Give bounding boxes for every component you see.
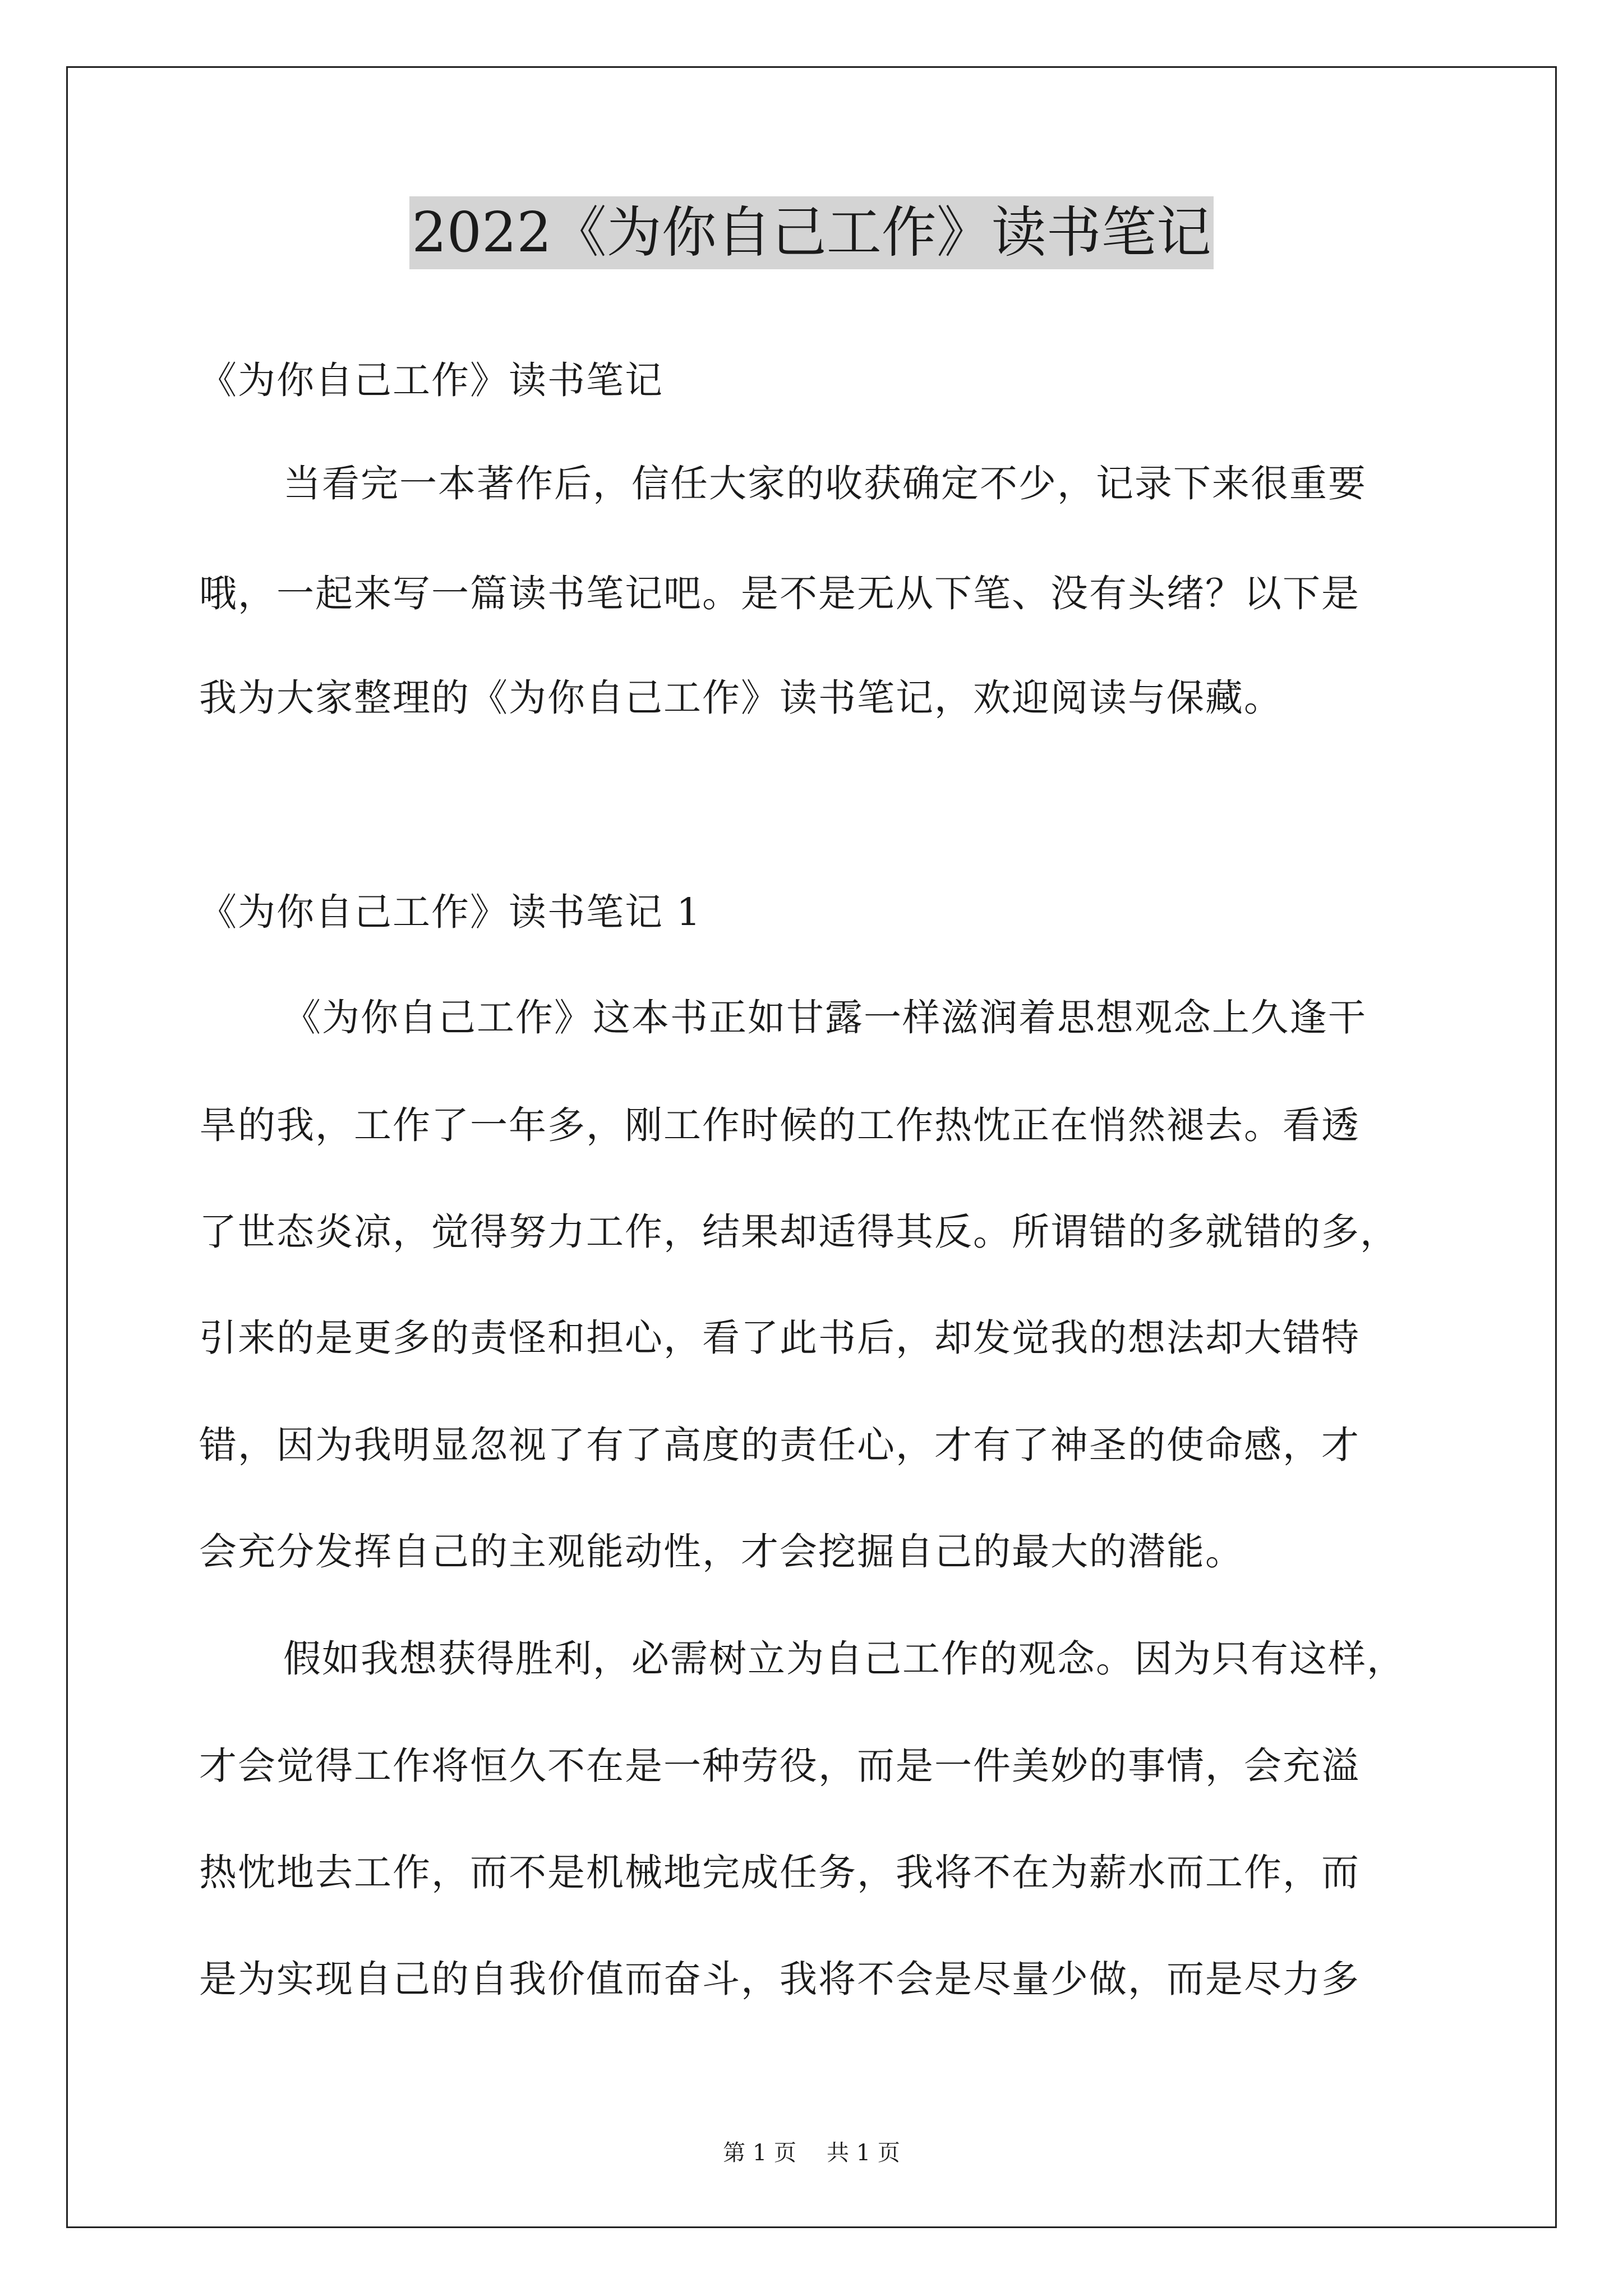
intro-line: 当看完一本著作后，信任大家的收获确定不少，记录下来很重要 — [283, 462, 1367, 505]
document-title-text: 2022《为你自己工作》读书笔记 — [409, 196, 1213, 269]
page-total: 共 1 页 — [827, 2140, 900, 2166]
document-subtitle: 《为你自己工作》读书笔记 — [199, 358, 663, 402]
paragraph-line: 是为实现自己的自我价值而奋斗，我将不会是尽量少做，而是尽力多 — [199, 1957, 1360, 2001]
intro-line: 哦，一起来写一篇读书笔记吧。是不是无从下笔、没有头绪？以下是 — [199, 572, 1360, 615]
intro-line: 我为大家整理的《为你自己工作》读书笔记，欢迎阅读与保藏。 — [199, 676, 1283, 720]
page-footer — [0, 2136, 1623, 2170]
paragraph-line: 热忱地去工作，而不是机械地完成任务，我将不在为薪水而工作，而 — [199, 1851, 1360, 1894]
paragraph-line: 引来的是更多的责怪和担心，看了此书后，却发觉我的想法却大错特 — [199, 1316, 1360, 1360]
document-title — [0, 194, 1623, 272]
paragraph-line: 假如我想获得胜利，必需树立为自己工作的观念。因为只有这样， — [283, 1637, 1405, 1681]
paragraph-line: 《为你自己工作》这本书正如甘露一样滋润着思想观念上久逢干 — [283, 996, 1367, 1039]
paragraph-line: 会充分发挥自己的主观能动性，才会挖掘自己的最大的潜能。 — [199, 1530, 1244, 1573]
section-heading: 《为你自己工作》读书笔记 1 — [199, 890, 702, 934]
paragraph-line: 旱的我，工作了一年多，刚工作时候的工作热忱正在悄然褪去。看透 — [199, 1103, 1360, 1147]
paragraph-line: 才会觉得工作将恒久不在是一种劳役，而是一件美妙的事情，会充溢 — [199, 1744, 1360, 1788]
page-number: 第 1 页 — [723, 2140, 796, 2166]
paragraph-line: 了世态炎凉，觉得努力工作，结果却适得其反。所谓错的多就错的多， — [199, 1210, 1399, 1254]
paragraph-line: 错，因为我明显忽视了有了高度的责任心，才有了神圣的使命感，才 — [199, 1423, 1360, 1467]
